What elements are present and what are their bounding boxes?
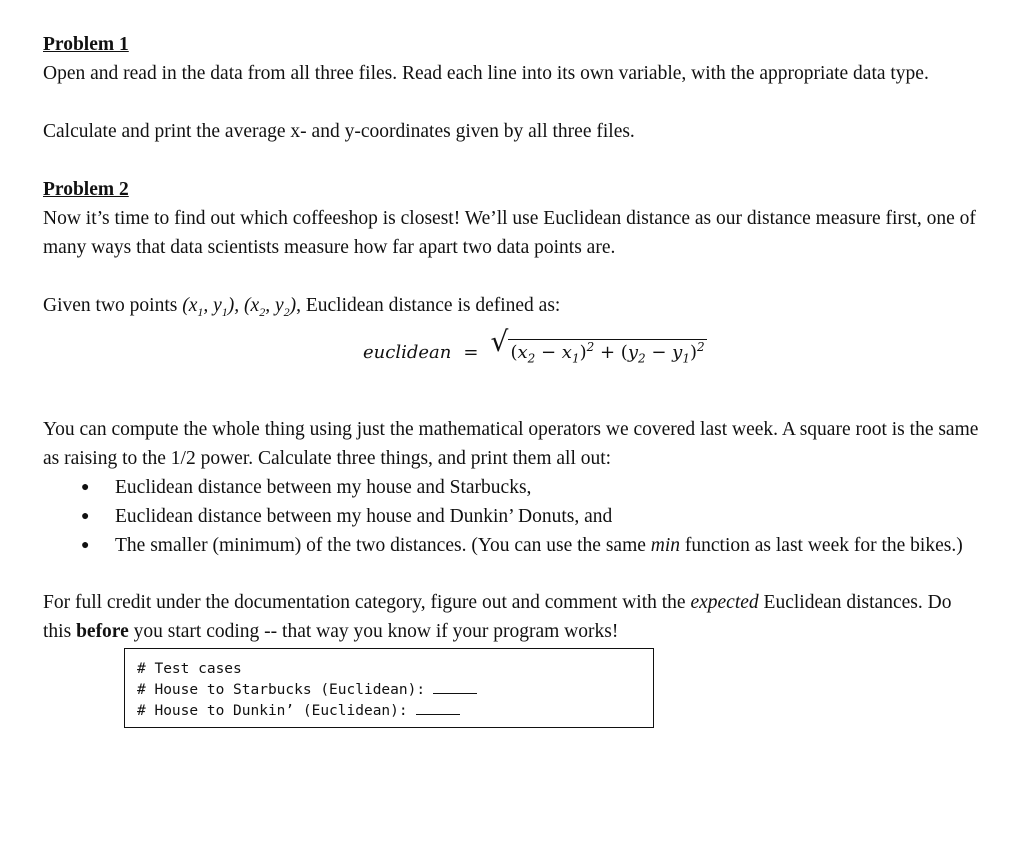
code-line-2 bbox=[137, 679, 643, 700]
points-math: ($x_1$, $y_1$), ($x_2$, $y_2$) bbox=[182, 295, 297, 319]
code-line-1: # Test cases bbox=[137, 660, 242, 677]
para3-expected-emphasis: expected bbox=[690, 591, 759, 613]
code-line-3-text: # House to Dunkin’ (Euclidean): bbox=[137, 702, 408, 719]
document-page bbox=[43, 30, 983, 728]
code-line-3 bbox=[137, 700, 643, 721]
para3-text-a: For full credit under the documentation category, figure out and comment with the bbox=[43, 591, 691, 613]
problem2-paragraph1: Now it’s time to find out which coffeeshop is closest! We’ll use Euclidean distance as our distance measure first, one of many ways that data scientists measure how far apart two data points are. bbox=[43, 208, 976, 258]
problem1-paragraph2: Calculate and print the average x- and y-coordinates given by all three files. bbox=[43, 121, 635, 142]
bullet3-text-a: The smaller (minimum) of the two distances. (You can use the same bbox=[115, 534, 651, 556]
problem2-heading: Problem 2 bbox=[43, 179, 129, 200]
answer-blank bbox=[433, 679, 477, 694]
task-list bbox=[43, 473, 983, 560]
list-item bbox=[43, 531, 983, 560]
problem1-heading: Problem 1 bbox=[43, 34, 129, 55]
problem2-paragraph3 bbox=[43, 588, 983, 646]
bullet3-text-b: function as last week for the bikes.) bbox=[680, 534, 963, 556]
code-line-2-text: # House to Starbucks (Euclidean): bbox=[137, 681, 426, 698]
given-prefix: Given two points bbox=[43, 295, 183, 316]
formula-lhs: euclidean bbox=[363, 341, 452, 363]
list-item: ● Euclidean distance between my house and Starbucks, bbox=[43, 473, 983, 502]
sqrt-expression: √ $(x_2 - x_1)^2 + (y_2 - y_1)^2$ bbox=[490, 324, 705, 366]
para3-before-strong: before bbox=[76, 620, 129, 642]
answer-blank bbox=[416, 700, 460, 715]
para3-text-b: Euclidean distances. Do this bbox=[43, 591, 952, 642]
problem2-paragraph2: You can compute the whole thing using just the mathematical operators we covered last week. A square root is the same as raising to the 1/2 power. Calculate three things, and print them all out: bbox=[43, 418, 979, 469]
list-item: ● Euclidean distance between my house and Dunkin’ Donuts, and bbox=[43, 502, 983, 531]
problem1-paragraph1: Open and read in the data from all three files. Read each line into its own variable, with the appropriate data type. bbox=[43, 63, 929, 84]
bullet3-min-emphasis: min bbox=[650, 534, 681, 556]
euclidean-formula: euclidean = √ $(x_2 - x_1)^2 + (y_2 - y_1)^2$ bbox=[43, 327, 983, 387]
para3-text-c: you start coding -- that way you know if your program works! bbox=[128, 620, 619, 642]
test-cases-code-box bbox=[124, 648, 654, 728]
given-suffix: , Euclidean distance is defined as: bbox=[296, 295, 561, 316]
given-points-line bbox=[43, 291, 983, 327]
